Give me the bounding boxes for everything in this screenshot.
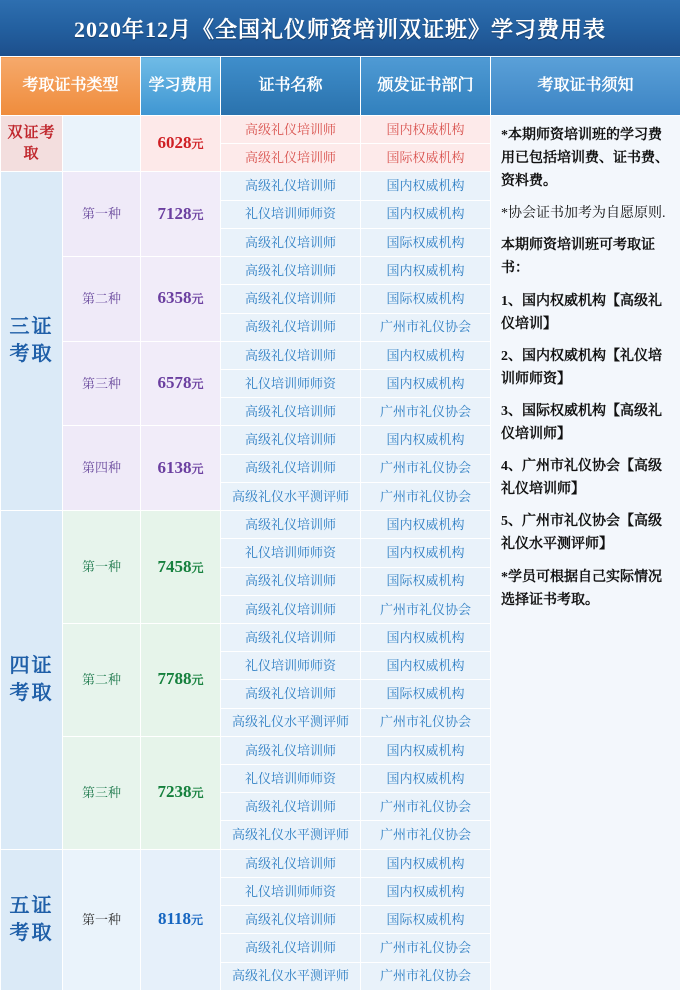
cert-name: 高级礼仪培训师 [221, 313, 361, 341]
sub-label: 第一种 [63, 849, 141, 990]
cert-name: 礼仪培训师师资 [221, 652, 361, 680]
sub-label: 第三种 [63, 736, 141, 849]
cert-name: 高级礼仪水平测评师 [221, 962, 361, 990]
fee-value [141, 849, 221, 990]
cert-dept: 国内权威机构 [361, 172, 491, 200]
cert-name: 高级礼仪水平测评师 [221, 482, 361, 510]
cert-dept: 国内权威机构 [361, 511, 491, 539]
cert-name: 高级礼仪水平测评师 [221, 708, 361, 736]
cert-name: 礼仪培训师师资 [221, 765, 361, 793]
cert-dept: 广州市礼仪协会 [361, 595, 491, 623]
fee-number: 7788 [157, 669, 192, 689]
fee-value [141, 623, 221, 736]
fee-number: 6138 [157, 457, 192, 477]
cert-dept: 广州市礼仪协会 [361, 313, 491, 341]
fee-number: 6358 [157, 288, 192, 308]
fee-value [141, 511, 221, 624]
cert-dept: 国内权威机构 [361, 257, 491, 285]
cert-dept: 国际权威机构 [361, 144, 491, 172]
fee-unit: 元 [191, 786, 204, 801]
cert-name: 高级礼仪培训师 [221, 934, 361, 962]
sub-label [63, 116, 141, 172]
cert-dept: 国内权威机构 [361, 623, 491, 651]
note-item: *协会证书加考为自愿原则. [501, 206, 666, 222]
cert-name: 高级礼仪培训师 [221, 172, 361, 200]
header-cert: 证书名称 [221, 57, 361, 116]
cert-dept: 国内权威机构 [361, 539, 491, 567]
header-dept: 颁发证书部门 [361, 57, 491, 116]
fee-unit: 元 [191, 461, 204, 476]
table-header [1, 57, 680, 116]
fee-unit: 元 [191, 560, 204, 575]
header-row [1, 57, 680, 116]
note-item: 4、广州市礼仪协会【高级礼仪培训师】 [501, 459, 663, 498]
sub-label: 第二种 [63, 257, 141, 342]
cert-dept: 国内权威机构 [361, 341, 491, 369]
fee-unit: 元 [191, 673, 204, 688]
cert-name: 高级礼仪培训师 [221, 736, 361, 764]
cert-name: 高级礼仪培训师 [221, 341, 361, 369]
cert-name: 高级礼仪培训师 [221, 228, 361, 256]
cert-dept: 国际权威机构 [361, 906, 491, 934]
cert-dept: 国内权威机构 [361, 652, 491, 680]
note-item: *学员可根据自己实际情况选择证书考取。 [501, 569, 663, 608]
fee-number: 6028 [157, 133, 192, 153]
note-item: 5、广州市礼仪协会【高级礼仪水平测评师】 [501, 514, 663, 553]
fee-value [141, 257, 221, 342]
page-title: 2020年12月《全国礼仪师资培训双证班》学习费用表 [0, 0, 680, 56]
cert-name: 礼仪培训师师资 [221, 877, 361, 905]
cert-name: 高级礼仪培训师 [221, 454, 361, 482]
fee-unit: 元 [191, 377, 204, 392]
cert-dept: 广州市礼仪协会 [361, 482, 491, 510]
sub-label: 第二种 [63, 623, 141, 736]
sub-label: 第四种 [63, 426, 141, 511]
cert-name: 高级礼仪培训师 [221, 398, 361, 426]
cert-dept: 国内权威机构 [361, 369, 491, 397]
fee-unit: 元 [191, 913, 204, 928]
header-type: 考取证书类型 [1, 57, 141, 116]
fee-number: 7128 [157, 203, 192, 223]
fee-value [141, 341, 221, 426]
cert-dept: 国内权威机构 [361, 849, 491, 877]
cert-name: 礼仪培训师师资 [221, 369, 361, 397]
note-item: 3、国际权威机构【高级礼仪培训师】 [501, 403, 663, 443]
sub-label: 第一种 [63, 172, 141, 257]
note-item: 本期师资培训班可考取证书： [501, 238, 656, 277]
cert-name: 高级礼仪培训师 [221, 793, 361, 821]
fee-table [0, 56, 680, 991]
sub-label: 第一种 [63, 511, 141, 624]
fee-value [141, 172, 221, 257]
fee-number: 7238 [157, 782, 192, 802]
cert-dept: 广州市礼仪协会 [361, 398, 491, 426]
cert-dept: 广州市礼仪协会 [361, 821, 491, 849]
note-item: *本期师资培训班的学习费用已包括培训费、证书费、资料费。 [501, 128, 670, 190]
fee-number: 6578 [157, 373, 192, 393]
group-label-1: 双证考取 [1, 116, 63, 172]
note-item: 2、国内权威机构【礼仪培训师师资】 [501, 348, 663, 387]
cert-name: 高级礼仪培训师 [221, 849, 361, 877]
cert-dept: 国际权威机构 [361, 228, 491, 256]
cert-name: 高级礼仪培训师 [221, 426, 361, 454]
cert-dept: 国际权威机构 [361, 680, 491, 708]
fee-value [141, 736, 221, 849]
cert-name: 高级礼仪培训师 [221, 144, 361, 172]
header-note: 考取证书须知 [491, 57, 680, 116]
fee-unit: 元 [191, 207, 204, 222]
cert-dept: 国际权威机构 [361, 567, 491, 595]
fee-unit: 元 [191, 292, 204, 307]
cert-dept: 国内权威机构 [361, 877, 491, 905]
fee-number: 8118 [157, 909, 192, 929]
fee-value [141, 426, 221, 511]
fee-unit: 元 [191, 137, 204, 152]
sub-label: 第三种 [63, 341, 141, 426]
cert-dept: 国际权威机构 [361, 285, 491, 313]
notes-panel [491, 116, 680, 991]
header-fee: 学习费用 [141, 57, 221, 116]
table-body [1, 116, 680, 991]
cert-name: 礼仪培训师师资 [221, 200, 361, 228]
fee-value [141, 116, 221, 172]
group-label-2: 三证考取 [1, 172, 63, 511]
cert-name: 高级礼仪培训师 [221, 257, 361, 285]
cert-dept: 国内权威机构 [361, 116, 491, 144]
fee-number: 7458 [157, 556, 192, 576]
cert-name: 高级礼仪培训师 [221, 680, 361, 708]
table-row [1, 116, 680, 144]
cert-dept: 国内权威机构 [361, 736, 491, 764]
cert-name: 高级礼仪培训师 [221, 567, 361, 595]
cert-dept: 广州市礼仪协会 [361, 934, 491, 962]
cert-dept: 广州市礼仪协会 [361, 793, 491, 821]
cert-dept: 广州市礼仪协会 [361, 708, 491, 736]
cert-name: 高级礼仪培训师 [221, 116, 361, 144]
note-item: 1、国内权威机构【高级礼仪培训】 [501, 293, 663, 332]
cert-name: 高级礼仪培训师 [221, 906, 361, 934]
cert-name: 高级礼仪培训师 [221, 285, 361, 313]
cert-name: 高级礼仪培训师 [221, 595, 361, 623]
cert-name: 高级礼仪培训师 [221, 623, 361, 651]
cert-name: 高级礼仪培训师 [221, 511, 361, 539]
group-label-4: 五证考取 [1, 849, 63, 990]
cert-dept: 广州市礼仪协会 [361, 962, 491, 990]
cert-dept: 国内权威机构 [361, 426, 491, 454]
group-label-3: 四证考取 [1, 511, 63, 850]
cert-dept: 国内权威机构 [361, 765, 491, 793]
cert-name: 高级礼仪水平测评师 [221, 821, 361, 849]
cert-name: 礼仪培训师师资 [221, 539, 361, 567]
cert-dept: 广州市礼仪协会 [361, 454, 491, 482]
cert-dept: 国内权威机构 [361, 200, 491, 228]
